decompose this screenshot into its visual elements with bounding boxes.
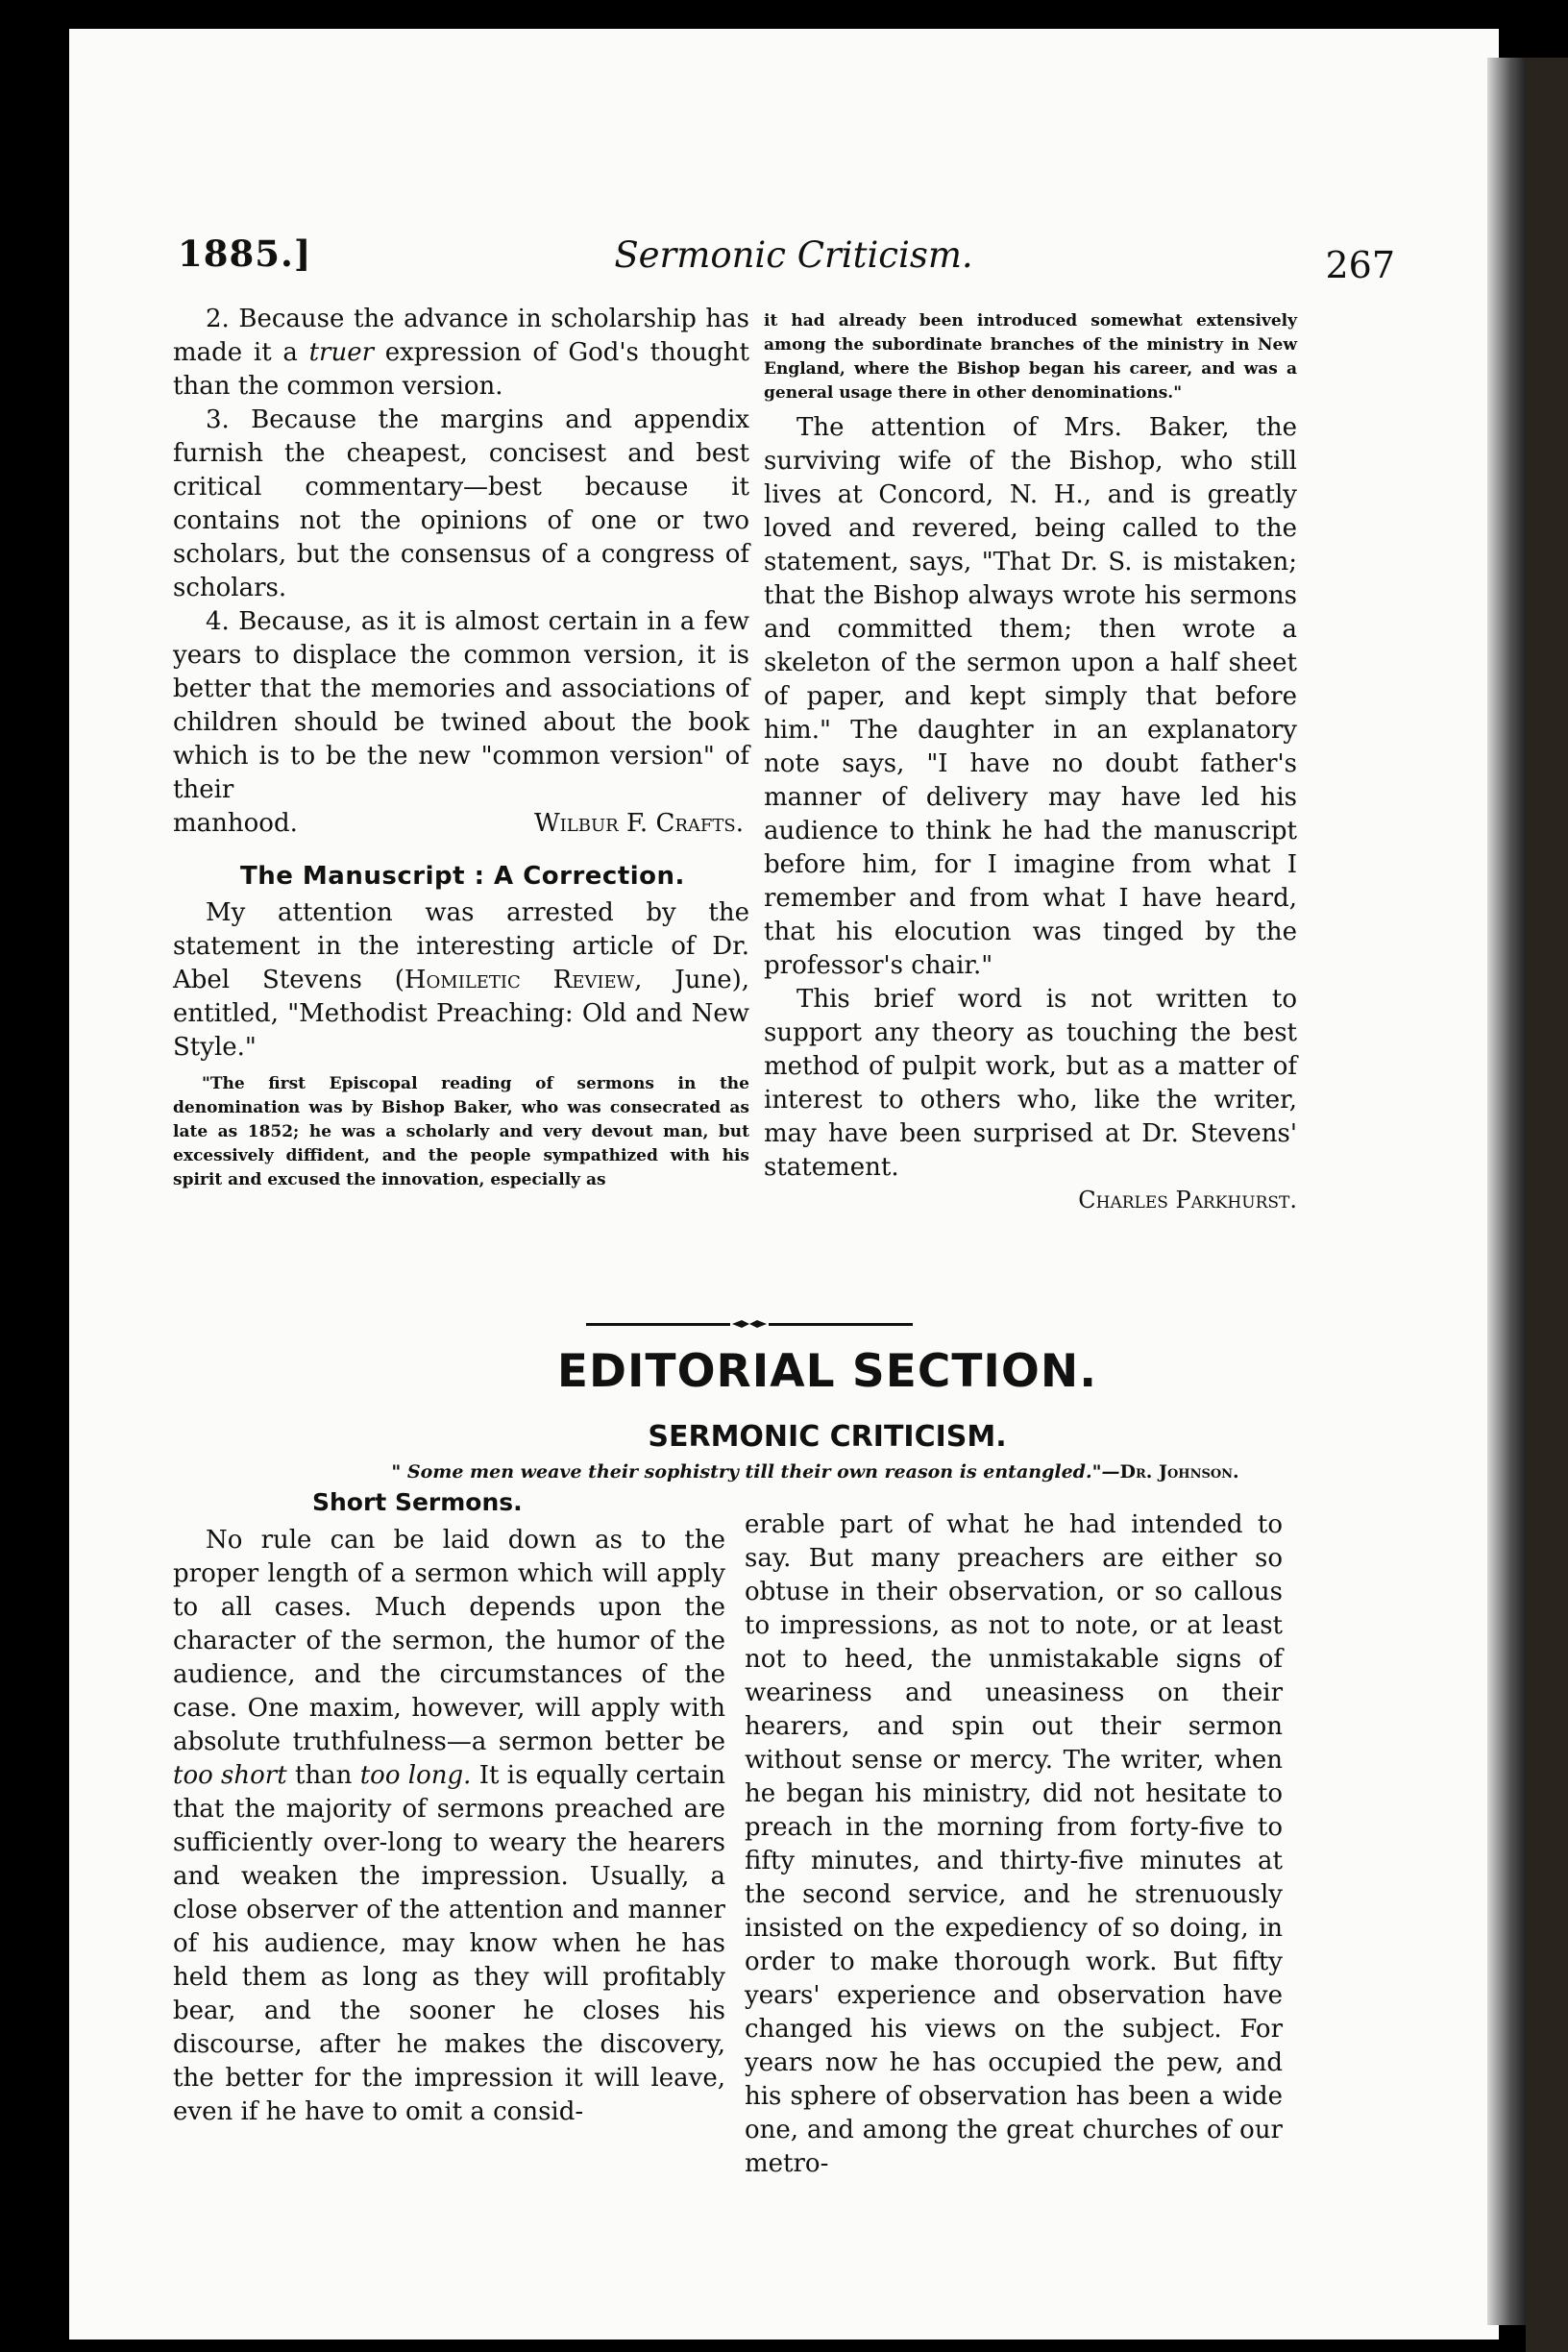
short-sermons-paragraph: No rule can be laid down as to the proper length of a sermon which will apply to all cases. Much depends upon the character of the sermon, the humor of the audience, and the circumstances of the case. One maxim, however, will apply with absolute truthfulness—a sermon better be too short than too long. It is equally certain that the majority of sermons preached are sufficiently over-long to weary the hearers and weaken the impression. Usually, a close observer of the attention and manner of his audience, may know when he has held them as long as they will profitably bear, and the sooner he closes his discourse, after he makes the discovery, the better for the impression it will leave, even if he have to omit a consid- — [173, 1526, 725, 2126]
header-title: Sermonic Criticism. — [614, 234, 973, 276]
crafts-signature-line — [173, 807, 749, 841]
manuscript-paragraph: My attention was arrested by the statement in the interesting article of Dr. Abel Stevens (Homiletic Review, June), entitled, "Methodist Preaching: Old and New Style." — [173, 898, 749, 1062]
paragraph-2: 2. Because the advance in scholarship has made it a truer expression of God's thought than the common version. — [173, 305, 750, 401]
epigraph: " Some men weave their sophistry till their own reason is entangled."—Dr. Johnson. — [391, 1461, 1239, 1482]
page-number: 267 — [1325, 244, 1395, 286]
quote-continuation-block — [764, 309, 1297, 405]
signature-crafts: Wilbur F. Crafts. — [533, 809, 744, 838]
running-header — [0, 233, 1568, 290]
brief-word-paragraph: This brief word is not written to support any theory as touching the best method of pulpit work, but as a matter of interest to others who, like the writer, may have been surprised at Dr. Stevens' statement. — [764, 985, 1297, 1182]
paragraph-4-end: manhood. — [173, 809, 298, 838]
quote-block — [173, 1072, 749, 1192]
column-left-top — [173, 303, 749, 1192]
column-right-bottom — [745, 1508, 1283, 2181]
manuscript-heading: The Manuscript : A Correction. — [240, 862, 685, 891]
binding-shadow — [1487, 58, 1526, 2325]
column-left-bottom — [173, 1488, 725, 2129]
signature-parkhurst: Charles Parkhurst. — [1078, 1187, 1297, 1213]
section-subtitle: SERMONIC CRITICISM. — [648, 1420, 1007, 1454]
short-sermons-heading: Short Sermons. — [312, 1488, 523, 1516]
section-divider — [586, 1318, 913, 1330]
column-right-top — [764, 309, 1297, 1215]
divider-ornament-icon — [730, 1318, 769, 1330]
book-edge — [1526, 58, 1568, 2352]
baker-paragraph: The attention of Mrs. Baker, the surviving wife of the Bishop, who still lives at Concord, N. H., and is greatly loved and revered, being called to the statement, says, "That Dr. S. is mistaken; that the Bishop always wrote his sermons and committed them; then wrote a skeleton of the sermon upon a half sheet of paper, and kept simply that before him." The daughter in an explanatory note says, "I have no doubt father's manner of delivery may have led his audience to think he had the manuscript before him, for I imagine from what I remember and from what I have heard, that his elocution was tinged by the professor's chair." — [764, 413, 1297, 980]
paragraph-4: 4. Because, as it is almost certain in a few years to displace the common version, it is better that the memories and associations of children should be twined about the book which is to be the new "common version" of their — [173, 607, 749, 804]
epigraph-author: Dr. Johnson. — [1119, 1461, 1239, 1482]
quote-continuation: it had already been introduced somewhat extensively among the subordinate branches of the ministry in New England, where the Bishop began his career, and was a general usage there in other denominations." — [764, 311, 1297, 403]
quote-text: "The first Episcopal reading of sermons in the denomination was by Bishop Baker, who was consecrated as late as 1852; he was a scholarly and very devout man, but excessively diffident, and the people sympathized with his spirit and excused the innovation, especially as — [173, 1074, 749, 1189]
section-title: EDITORIAL SECTION. — [556, 1345, 1098, 1398]
header-year: 1885.] — [178, 233, 312, 275]
paragraph-3: 3. Because the margins and appendix furnish the cheapest, concisest and best critical commentary—best because it contains not the opinions of one or two scholars, but the consensus of a congress of scholars. — [173, 405, 749, 602]
short-sermons-continuation: erable part of what he had intended to say. But many preachers are either so obtuse in their observation, or so callous to impressions, as not to note, or at least not to heed, the unmistakable signs of weariness and uneasiness on their hearers, and spin out their sermon without sense or mercy. The writer, when he began his ministry, did not hesitate to preach in the morning from forty-five to fifty minutes, and thirty-five minutes at the second service, and he strenuously insisted on the expediency of so doing, in order to make thorough work. But fifty years' experience and observation have changed his views on the subject. For years now he has occupied the pew, and his sphere of observation has been a wide one, and among the great churches of our metro- — [745, 1510, 1283, 2178]
